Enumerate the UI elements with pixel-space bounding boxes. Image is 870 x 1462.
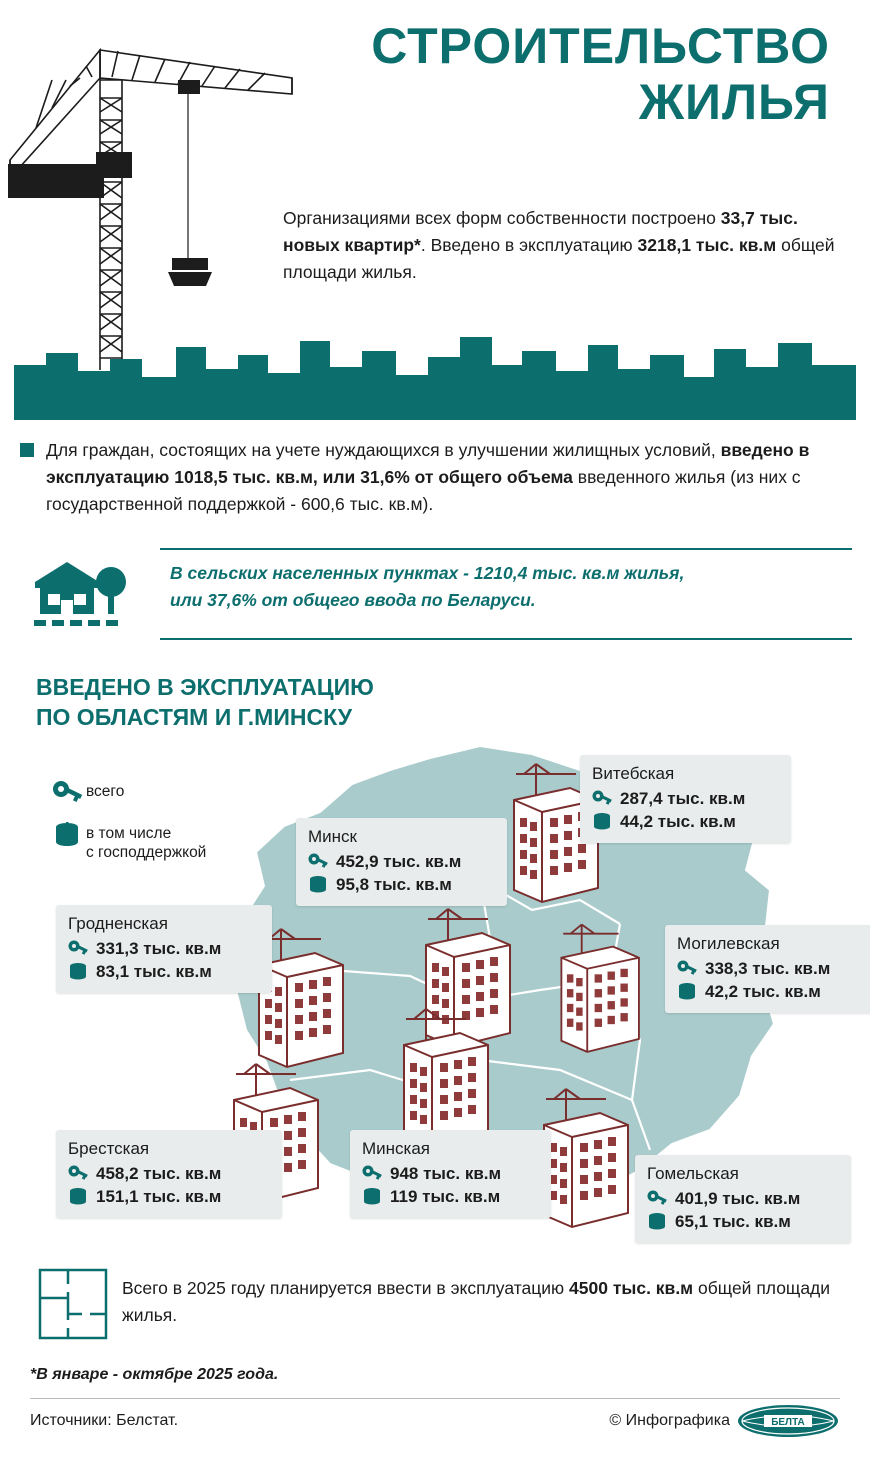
region-total-row [677, 957, 867, 980]
intro-bold-1: 33,7 тыс. новых квартир* [283, 208, 798, 255]
bullet-bold-1: введено в эксплуатацию 1018,5 тыс. кв.м, или 31,6% от общего объема [46, 440, 810, 487]
region-total-value: 401,9 тыс. кв.м [675, 1189, 801, 1208]
region-support-row [677, 980, 867, 1003]
floorplan-icon [38, 1268, 108, 1340]
region-name: Могилевская [677, 934, 780, 953]
region-card-brest[interactable] [56, 1130, 282, 1218]
page-title [0, 18, 870, 130]
key-icon [52, 778, 86, 808]
region-support-value: 83,1 тыс. кв.м [96, 962, 212, 981]
bullet-paragraph [46, 437, 852, 518]
region-name: Минск [308, 827, 357, 846]
rural-divider-top [160, 548, 852, 550]
source-label: Источники: Белстат. [30, 1412, 179, 1429]
intro-paragraph [283, 205, 843, 286]
plan-text-1: Всего в 2025 году планируется ввести в эксплуатацию [122, 1278, 570, 1298]
section-title-line-1: ВВЕДЕНО В ЭКСПЛУАТАЦИЮ [36, 674, 374, 700]
key-icon [592, 789, 614, 808]
title-line-2: ЖИЛЬЯ [638, 74, 830, 130]
region-support-row [647, 1210, 837, 1233]
region-card-minsk-region[interactable] [350, 1130, 551, 1218]
coins-icon [592, 812, 614, 831]
region-card-gomel[interactable] [635, 1155, 851, 1243]
coins-icon [362, 1187, 384, 1206]
intro-text-3: общей площади жилья. [283, 235, 835, 282]
region-total-value: 458,2 тыс. кв.м [96, 1164, 222, 1183]
coins-icon [68, 962, 90, 981]
legend-total-label: всего [86, 783, 125, 800]
region-support-value: 95,8 тыс. кв.м [336, 875, 452, 894]
svg-text:БЕЛТА: БЕЛТА [771, 1417, 805, 1428]
rural-divider-bottom [160, 638, 852, 640]
bullet-text-1: Для граждан, состоящих на учете нуждающихся в улучшении жилищных условий, [46, 440, 721, 460]
region-support-value: 119 тыс. кв.м [390, 1187, 501, 1206]
region-support-row [308, 873, 493, 896]
region-total-row [592, 787, 777, 810]
region-card-minsk-city[interactable] [296, 818, 507, 906]
rural-line-1: В сельских населенных пунктах - 1210,4 тыс. кв.м жилья, [170, 563, 685, 583]
bullet-text-2: введенного жилья (из них с государственной поддержкой - 600,6 тыс. кв.м). [46, 467, 801, 514]
intro-bold-2: 3218,1 тыс. кв.м [637, 235, 777, 255]
region-card-mogilev[interactable] [665, 925, 870, 1013]
section-title-line-2: ПО ОБЛАСТЯМ И Г.МИНСКУ [36, 704, 353, 730]
village-icon [30, 550, 140, 640]
region-total-value: 287,4 тыс. кв.м [620, 789, 746, 808]
plan-bold-1: 4500 тыс. кв.м [569, 1278, 694, 1298]
region-support-value: 151,1 тыс. кв.м [96, 1187, 222, 1206]
rural-line-2: или 37,6% от общего ввода по Беларуси. [170, 590, 536, 610]
region-name: Минская [362, 1139, 431, 1158]
legend-support-line-2: с господдержкой [86, 844, 207, 861]
region-total-value: 452,9 тыс. кв.м [336, 852, 462, 871]
key-icon [308, 852, 330, 871]
coins-icon [52, 820, 86, 850]
region-card-vitebsk[interactable] [580, 755, 791, 843]
key-icon [647, 1189, 669, 1208]
region-support-value: 42,2 тыс. кв.м [705, 982, 821, 1001]
bullet-square-icon [20, 443, 34, 457]
key-icon [68, 939, 90, 958]
plan-text-2: общей площади жилья. [122, 1278, 831, 1325]
key-icon [68, 1164, 90, 1183]
region-support-value: 65,1 тыс. кв.м [675, 1212, 791, 1231]
title-line-1: СТРОИТЕЛЬСТВО [371, 18, 830, 74]
building-icon-mogilev [530, 920, 650, 1060]
region-name: Витебская [592, 764, 675, 783]
region-support-row [68, 1185, 268, 1208]
key-icon [362, 1164, 384, 1183]
region-name: Брестская [68, 1139, 150, 1158]
skyline-illustration [0, 325, 870, 420]
region-total-value: 331,3 тыс. кв.м [96, 939, 222, 958]
region-name: Гродненская [68, 914, 168, 933]
rural-paragraph [170, 560, 850, 614]
intro-text-2: . Введено в эксплуатацию [420, 235, 638, 255]
region-card-grodno[interactable] [56, 905, 272, 993]
coins-icon [647, 1212, 669, 1231]
region-total-row [68, 937, 258, 960]
plan-paragraph [122, 1275, 842, 1329]
section-title [36, 672, 636, 732]
coins-icon [68, 1187, 90, 1206]
copyright-label: © Инфографика [609, 1412, 730, 1429]
intro-text-1: Организациями всех форм собственности построено [283, 208, 721, 228]
coins-icon [677, 982, 699, 1001]
region-total-value: 338,3 тыс. кв.м [705, 959, 831, 978]
footer-divider [30, 1398, 840, 1399]
region-support-value: 44,2 тыс. кв.м [620, 812, 736, 831]
belta-logo [736, 1404, 840, 1438]
region-total-row [308, 850, 493, 873]
region-total-row [362, 1162, 537, 1185]
coins-icon [308, 875, 330, 894]
region-total-value: 948 тыс. кв.м [390, 1164, 502, 1183]
region-name: Гомельская [647, 1164, 739, 1183]
region-support-row [68, 960, 258, 983]
region-support-row [362, 1185, 537, 1208]
region-support-row [592, 810, 777, 833]
region-total-row [68, 1162, 268, 1185]
legend-support-line-1: в том числе [86, 825, 172, 842]
region-total-row [647, 1187, 837, 1210]
footnote: *В январе - октябре 2025 года. [30, 1366, 279, 1383]
key-icon [677, 959, 699, 978]
